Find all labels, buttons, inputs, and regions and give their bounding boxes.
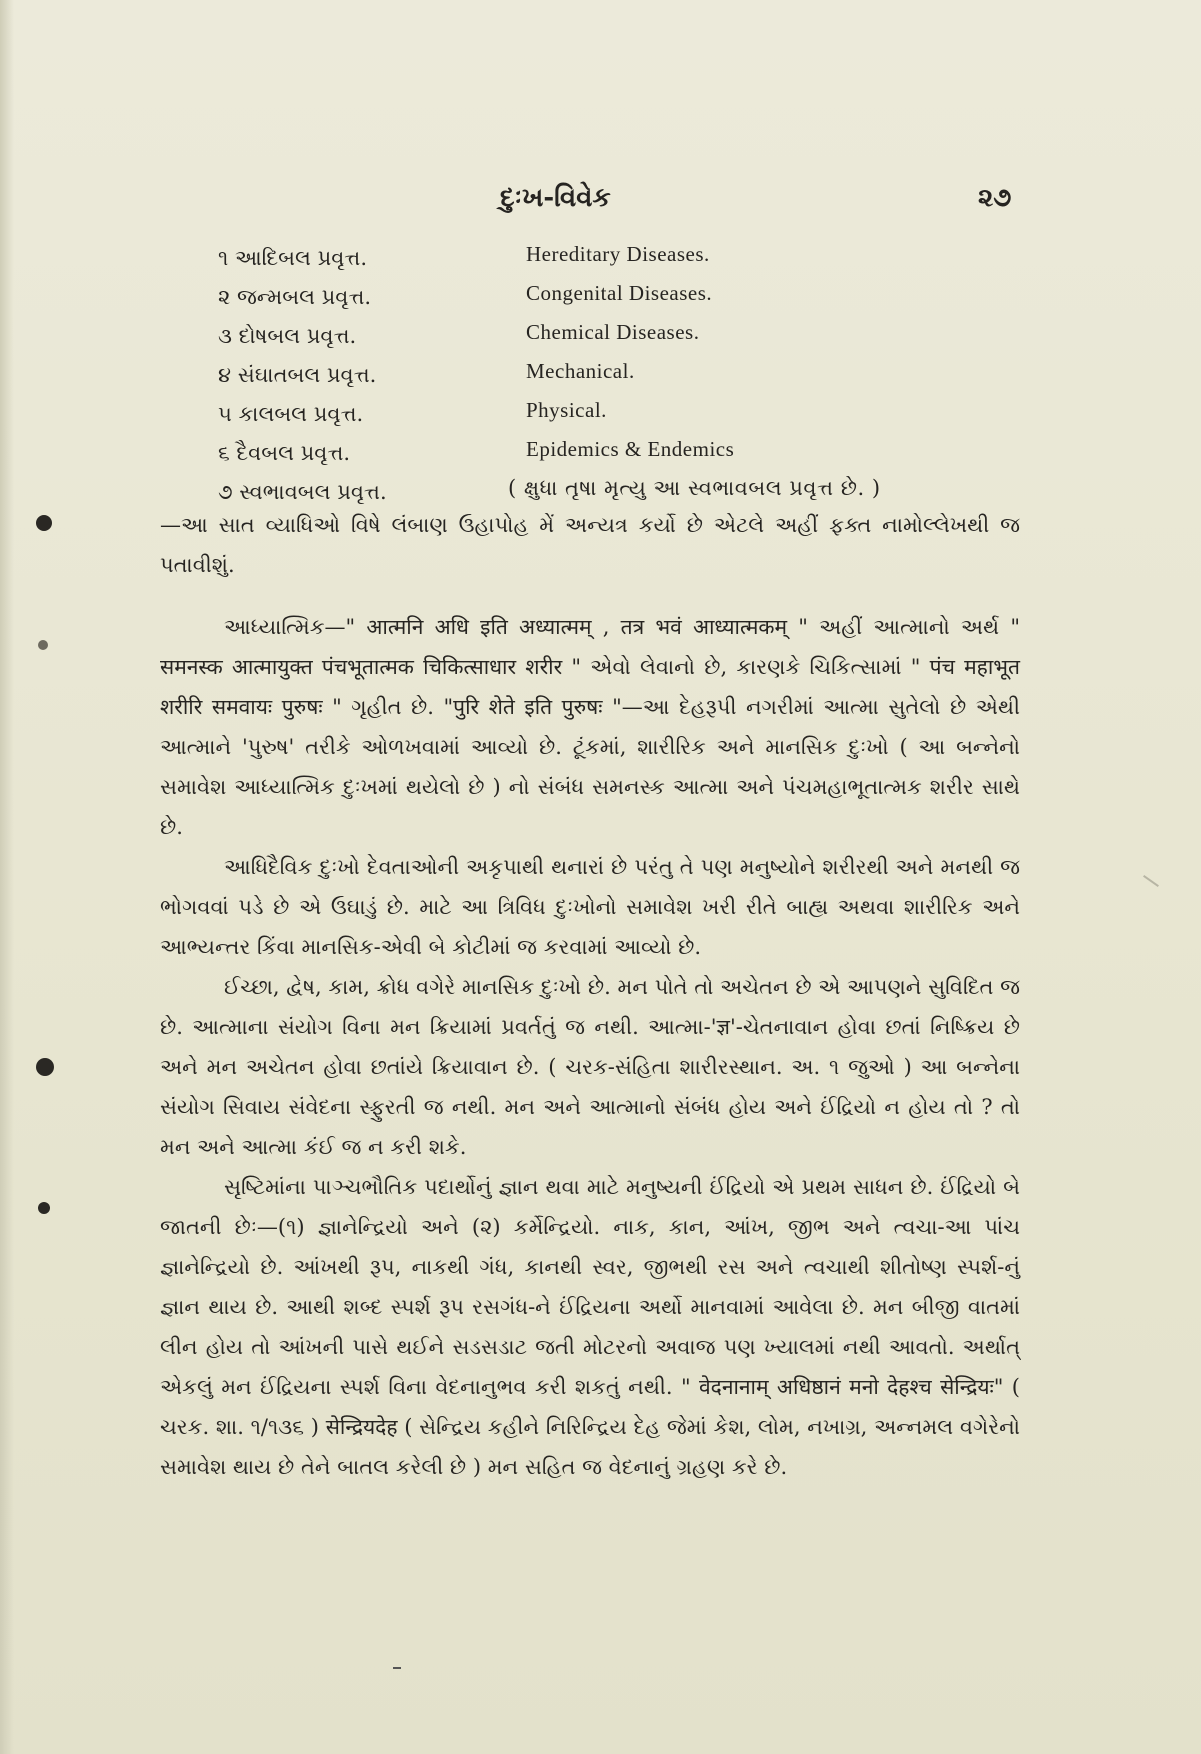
list-item-label: ૫ કાલબલ પ્રવૃત્ત. [218, 402, 364, 426]
paper-scratch [1143, 875, 1159, 887]
list-item [218, 316, 998, 355]
page-number: ૨૭ [978, 183, 1012, 213]
list-item-label: ૧ આદિબલ પ્રવૃત્ત. [218, 246, 368, 270]
list-item-english: Congenital Diseases. [526, 281, 713, 305]
running-header [0, 183, 1201, 223]
paragraph: —આ સાત વ્યાધિઓ વિષે લંબાણ ઉહાપોહ મેં અન્યત્ર કર્યો છે એટલે અહીં ફક્ત નામોલ્લેખથી જ પતાવીશું. [160, 513, 1020, 577]
list-item-note: ( ક્ષુધા તૃષા મૃત્યુ આ સ્વભાવબલ પ્રવૃત્ત છે. ) [508, 476, 881, 500]
binding-hole [38, 640, 48, 650]
list-item-english: Physical. [526, 398, 607, 422]
list-item-english: Hereditary Diseases. [526, 242, 710, 266]
list-item-english: Epidemics & Endemics [526, 437, 735, 461]
list-item [218, 277, 998, 316]
list-item-label: ૩ દોષબલ પ્રવૃત્ત. [218, 324, 357, 348]
page-edge-shadow [0, 0, 14, 1754]
list-item [218, 394, 998, 433]
paragraph: આધિદૈવિક દુઃખો દેવતાઓની અકૃપાથી થનારાં છે પરંતુ તે પણ મનુષ્યોને શરીરથી અને મનથી જ ભોગવવાં પડે છે એ ઉઘાડું છે. માટે આ ત્રિવિધ દુઃખોનો સમાવેશ ખરી રીતે બાહ્ય અથવા શારીરિક અને આભ્યન્તર કિંવા માનસિક-એવી બે કોટીમાં જ કરવામાં આવ્યો છે. [160, 855, 1020, 959]
paragraph: સૃષ્ટિમાંના પાઞ્ચભૌતિક પદાર્થોનું જ્ઞાન થવા માટે મનુષ્યની ઈંદ્રિયો એ પ્રથમ સાધન છે. ઈંદ્રિયો બે જાતની છેઃ—(૧) જ્ઞાનેન્દ્રિયો અને (૨) કર્મેન્દ્રિયો. નાક, કાન, આંખ, જીભ અને ત્વચા-આ પાંચ જ્ઞાનેન્દ્રિયો છે. આંખથી રૂપ, નાકથી ગંધ, કાનથી સ્વર, જીભથી રસ અને ત્વચાથી શીતોષ્ણ સ્પર્શ-નું જ્ઞાન થાય છે. આથી શબ્દ સ્પર્શ રૂપ રસગંધ-ને ઈંદ્રિયના અર્થો માનવામાં આવેલા છે. મન બીજી વાતમાં લીન હોય તો આંખની પાસે થઈને સડસડાટ જતી મોટરનો અવાજ પણ ખ્યાલમાં નથી આવતો. અર્થાત્ એકલું મન ઈંદ્રિયના સ્પર્શ વિના વેદનાનુભવ કરી શકતું નથી. " वेदनानाम् अधिष्ठानं मनो देहश्च सेन्द्रियः" ( ચરક. શા. ૧/૧૩૬ ) सेन्द्रियदेह ( સેન્દ્રિય કહીને નિરિન્દ્રિય દેહ જેમાં કેશ, લોમ, નખાગ્ર, અન્નમલ વગેરેનો સમાવેશ થાય છે તેને બાતલ કરેલી છે ) મન સહિત જ વેદનાનું ગ્રહણ કરે છે. [160, 1175, 1020, 1479]
list-item [218, 355, 998, 394]
list-item-label: ૪ સંઘાતબલ પ્રવૃત્ત. [218, 363, 377, 387]
list-item-english: Chemical Diseases. [526, 320, 700, 344]
list-item [218, 238, 998, 277]
paragraph: ઈચ્છા, દ્વેષ, કામ, ક્રોધ વગેરે માનસિક દુઃખો છે. મન પોતે તો અચેતન છે એ આપણને સુવિદિત જ છે. આત્માના સંયોગ વિના મન ક્રિયામાં પ્રવર્તતું જ નથી. આત્મા-'ज्ञ'-ચેતનાવાન હોવા છતાં નિષ્ક્રિય છે અને મન અચેતન હોવા છતાંયે ક્રિયાવાન છે. ( ચરક-સંહિતા શારીરસ્થાન. અ. ૧ જુઓ ) આ બન્નેના સંયોગ સિવાય સંવેદના સ્ફુરતી જ નથી. મન અને આત્માનો સંબંધ હોય અને ઈંદ્રિયો ન હોય તો ? તો મન અને આત્મા કંઈ જ ન કરી શકે. [160, 975, 1020, 1159]
list-item [218, 433, 998, 472]
binding-hole [38, 1202, 50, 1214]
binding-hole [36, 1058, 54, 1076]
binding-hole [36, 515, 52, 531]
list-item-label: ૬ દૈવબલ પ્રવૃત્ત. [218, 441, 351, 465]
list-item-english: Mechanical. [526, 359, 635, 383]
page-title: દુઃખ-વિવેક [500, 183, 611, 213]
disease-list [218, 238, 998, 511]
footer-mark [393, 1667, 401, 1669]
paragraph: આધ્યાત્મિક—" आत्मनि अधि इति अध्यात्मम् , तत्र भवं आध्यात्मकम् " અહીં આત્માનો અર્થ " समनस्क आत्मायुक्त पंचभूतात्मक चिकित्साधार शरीर " એવો લેવાનો છે, કારણકે ચિકિત્સામાં " पंच महाभूत शरीरि समवायः पुरुषः " ગૃહીત છે. "पुरि शेते इति पुरुषः "—આ દેહરૂપી નગરીમાં આત્મા સુતેલો છે એથી આત્માને 'પુરુષ' તરીકે ઓળખવામાં આવ્યો છે. ટૂંકમાં, શારીરિક અને માનસિક દુઃખો ( આ બન્નેનો સમાવેશ આધ્યાત્મિક દુઃખમાં થયેલો છે ) નો સંબંધ સમનસ્ક આત્મા અને પંચમહાભૂતાત્મક શરીર સાથે છે. [160, 615, 1021, 839]
list-item-label: ૭ સ્વભાવબલ પ્રવૃત્ત. [218, 480, 387, 504]
body-text [160, 505, 1020, 1487]
list-item-label: ૨ જન્મબલ પ્રવૃત્ત. [218, 285, 372, 309]
